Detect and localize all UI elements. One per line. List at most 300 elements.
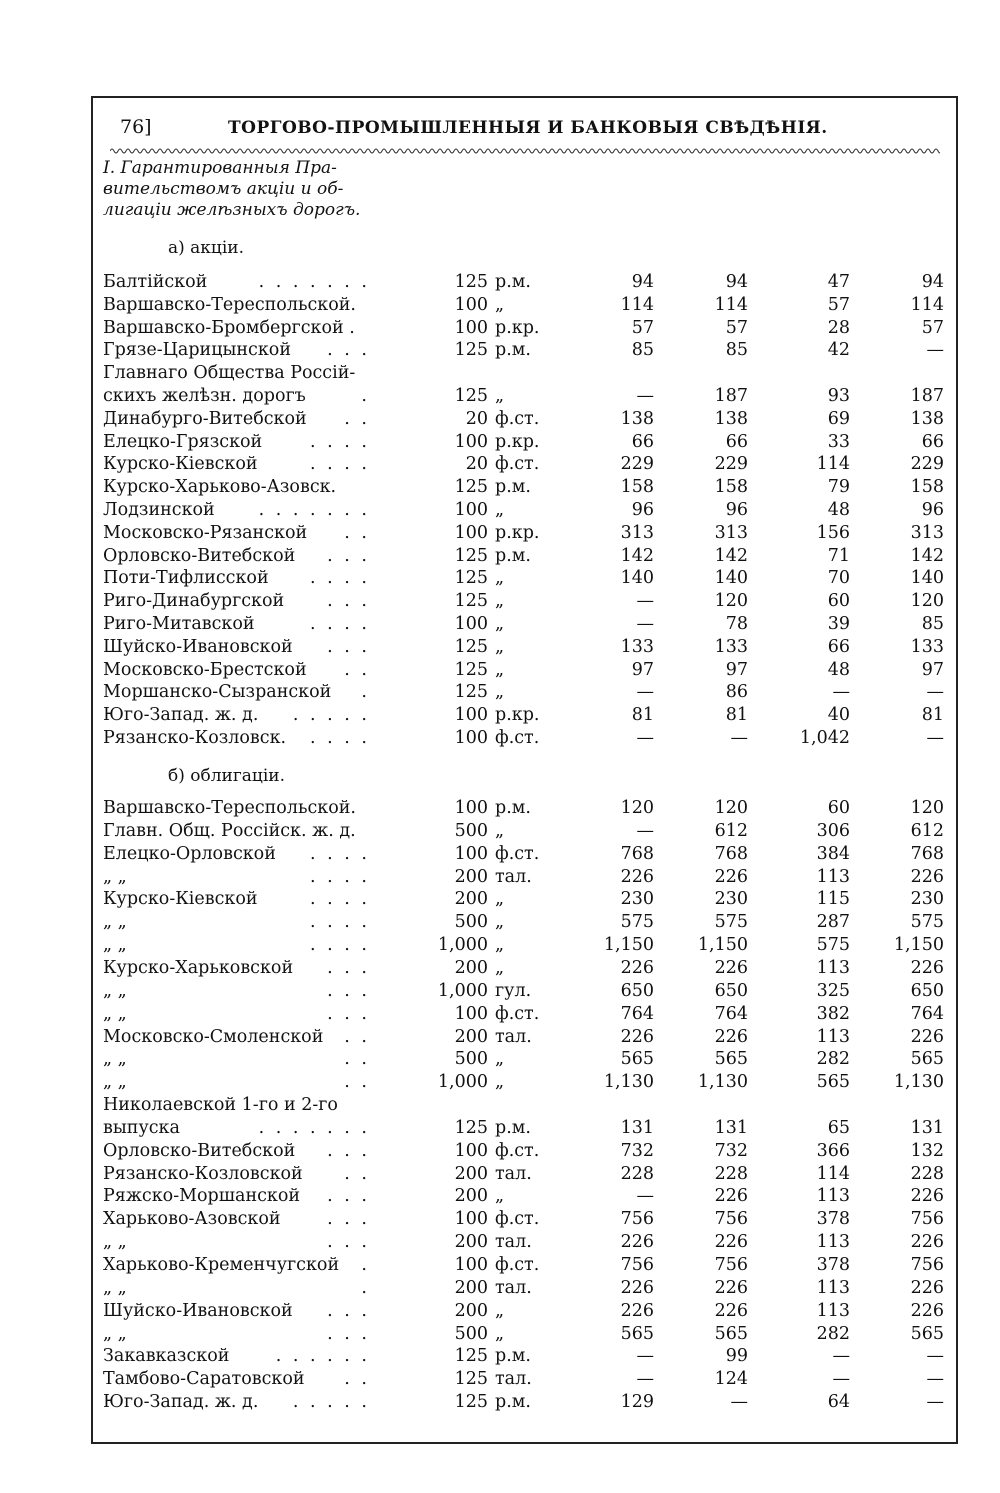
row-nominal: 125 xyxy=(454,272,488,292)
row-value-3: 575 xyxy=(816,935,850,956)
table-row xyxy=(0,1209,1000,1231)
row-value-2: 140 xyxy=(714,568,748,589)
row-nominal: 500 xyxy=(454,820,488,841)
row-name: Шуйско-Ивановской xyxy=(103,1301,297,1321)
row-nominal: 125 xyxy=(454,1117,488,1138)
row-value-2: 226 xyxy=(714,1300,748,1321)
row-value-2: 85 xyxy=(725,340,748,361)
row-value-2: 1,130 xyxy=(697,1072,748,1093)
row-unit: р.кр. xyxy=(495,431,540,452)
table-row xyxy=(0,1186,1000,1208)
row-value-4: 1,150 xyxy=(893,935,944,956)
row-leader-dots: . . . xyxy=(327,340,370,361)
row-value-2: 138 xyxy=(714,408,748,429)
row-value-4: 226 xyxy=(910,1232,944,1253)
row-value-3: — xyxy=(832,1369,850,1390)
row-value-4: 226 xyxy=(910,1026,944,1047)
table-row xyxy=(0,935,1000,957)
row-name: „ „ xyxy=(103,981,131,1001)
row-value-3: 69 xyxy=(827,408,850,429)
table-row xyxy=(0,1027,1000,1049)
row-value-1: 129 xyxy=(620,1392,654,1413)
row-value-2: 142 xyxy=(714,545,748,566)
row-value-4: 313 xyxy=(910,522,944,543)
row-value-4: 768 xyxy=(910,843,944,864)
row-name: „ „ xyxy=(103,1049,131,1069)
row-value-1: 226 xyxy=(620,1232,654,1253)
row-unit: „ xyxy=(495,1072,505,1093)
row-value-4: 226 xyxy=(910,1277,944,1298)
row-value-2: 612 xyxy=(714,820,748,841)
row-value-3: 64 xyxy=(827,1392,850,1413)
table-row xyxy=(0,912,1000,934)
row-value-1: 756 xyxy=(620,1255,654,1275)
row-unit: ф.ст. xyxy=(495,843,540,864)
row-name: Харьково-Азовской xyxy=(103,1209,285,1229)
row-unit: тал. xyxy=(495,1232,532,1253)
row-value-3: 79 xyxy=(827,477,850,498)
row-leader-dots: . . xyxy=(344,1163,370,1184)
row-unit: р.м. xyxy=(495,798,531,818)
row-leader-dots: . . xyxy=(344,1049,370,1070)
row-value-4: 565 xyxy=(910,1049,944,1070)
row-value-2: 226 xyxy=(714,1186,748,1207)
row-value-4: — xyxy=(926,1346,944,1367)
row-value-2: 226 xyxy=(714,1026,748,1047)
row-value-4: — xyxy=(926,1369,944,1390)
table-row xyxy=(0,1049,1000,1071)
row-value-4: 756 xyxy=(910,1209,944,1230)
row-name: „ „ xyxy=(103,1232,131,1252)
row-leader-dots: . . . . . . xyxy=(275,1346,370,1367)
row-value-4: 1,130 xyxy=(893,1072,944,1093)
row-value-2: 187 xyxy=(714,386,748,406)
row-value-1: — xyxy=(636,614,654,634)
row-unit: р.м. xyxy=(495,1346,531,1367)
row-value-2: 120 xyxy=(714,591,748,612)
row-value-1: 81 xyxy=(631,705,654,726)
row-value-3: 113 xyxy=(816,1186,850,1207)
row-leader-dots: . xyxy=(361,682,370,703)
row-nominal: 100 xyxy=(454,843,488,864)
row-nominal: 500 xyxy=(454,912,488,933)
row-value-3: 66 xyxy=(827,636,850,657)
row-value-2: 96 xyxy=(725,500,748,520)
row-value-4: 764 xyxy=(910,1003,944,1024)
row-nominal: 200 xyxy=(454,1300,488,1321)
row-unit: р.м. xyxy=(495,340,531,361)
row-leader-dots: . . . . . . . xyxy=(258,272,370,292)
table-row xyxy=(0,340,1000,362)
row-value-4: 138 xyxy=(910,408,944,429)
row-leader-dots: . xyxy=(361,1255,370,1275)
row-value-2: 565 xyxy=(714,1323,748,1344)
row-unit: „ xyxy=(495,568,505,589)
row-nominal: 100 xyxy=(454,1140,488,1161)
row-value-1: — xyxy=(636,386,654,406)
row-nominal: 125 xyxy=(454,682,488,703)
row-value-1: — xyxy=(636,1346,654,1367)
table-row xyxy=(0,1095,1000,1117)
row-value-1: 1,150 xyxy=(603,935,654,956)
row-value-1: 650 xyxy=(620,980,654,1001)
row-value-2: 97 xyxy=(725,659,748,680)
row-nominal: 20 xyxy=(465,454,488,475)
row-name: Харьково-Кременчугской xyxy=(103,1255,343,1275)
row-value-4: 131 xyxy=(910,1117,944,1138)
row-name: Закавказской xyxy=(103,1346,233,1366)
table-row xyxy=(0,614,1000,636)
table-row xyxy=(0,1324,1000,1346)
row-value-3: 114 xyxy=(816,454,850,475)
table-row xyxy=(0,1278,1000,1300)
table-row xyxy=(0,981,1000,1003)
section-title xyxy=(103,158,393,221)
row-value-4: 565 xyxy=(910,1323,944,1344)
row-unit: ф.ст. xyxy=(495,454,540,475)
row-nominal: 200 xyxy=(454,1186,488,1207)
row-value-4: 85 xyxy=(921,614,944,634)
row-name: Московско-Брестской xyxy=(103,660,311,680)
row-value-3: 48 xyxy=(827,659,850,680)
row-value-1: — xyxy=(636,820,654,841)
row-value-4: 120 xyxy=(910,798,944,818)
row-nominal: 100 xyxy=(454,614,488,634)
table-row xyxy=(0,1072,1000,1094)
row-leader-dots: . . . . . xyxy=(292,705,370,726)
row-value-3: 113 xyxy=(816,1277,850,1298)
row-nominal: 100 xyxy=(454,728,488,748)
row-value-3: 156 xyxy=(816,522,850,543)
row-name: Курско-Харьковской xyxy=(103,958,297,978)
row-value-4: 158 xyxy=(910,477,944,498)
row-value-4: 81 xyxy=(921,705,944,726)
row-nominal: 100 xyxy=(454,1255,488,1275)
row-name: Варшавско-Бромбергской . xyxy=(103,318,359,338)
row-value-2: 764 xyxy=(714,1003,748,1024)
row-name: Тамбово-Саратовской xyxy=(103,1369,309,1389)
row-value-4: 575 xyxy=(910,912,944,933)
table-row xyxy=(0,568,1000,590)
row-value-4: 226 xyxy=(910,957,944,978)
row-leader-dots: . . . xyxy=(327,1232,370,1253)
row-name: Главнаго Общества Россій- xyxy=(103,363,359,383)
row-unit: „ xyxy=(495,912,505,933)
row-value-2: 565 xyxy=(714,1049,748,1070)
row-leader-dots: . . . . xyxy=(310,889,370,910)
row-leader-dots: . . xyxy=(344,1026,370,1047)
row-nominal: 200 xyxy=(454,1026,488,1047)
row-leader-dots: . . . xyxy=(327,957,370,978)
row-leader-dots: . . . xyxy=(327,1186,370,1207)
row-leader-dots: . xyxy=(361,386,370,406)
row-value-2: 313 xyxy=(714,522,748,543)
row-value-4: 133 xyxy=(910,636,944,657)
row-value-1: 131 xyxy=(620,1117,654,1138)
row-value-3: 33 xyxy=(827,431,850,452)
row-unit: „ xyxy=(495,614,505,634)
row-leader-dots: . . . . xyxy=(310,454,370,475)
table-row xyxy=(0,1118,1000,1140)
row-value-1: 138 xyxy=(620,408,654,429)
row-value-2: 66 xyxy=(725,431,748,452)
row-nominal: 1,000 xyxy=(437,935,488,956)
row-leader-dots: . . . . xyxy=(310,728,370,748)
row-value-2: 228 xyxy=(714,1163,748,1184)
row-value-4: 226 xyxy=(910,866,944,887)
row-value-4: 756 xyxy=(910,1255,944,1275)
row-leader-dots: . . . . xyxy=(310,935,370,956)
row-name: „ „ xyxy=(103,1324,131,1344)
row-value-2: 114 xyxy=(714,294,748,315)
row-name: скихъ желѣзн. дорогъ xyxy=(103,386,310,406)
row-value-2: 131 xyxy=(714,1117,748,1138)
row-nominal: 125 xyxy=(454,636,488,657)
row-value-3: 113 xyxy=(816,1026,850,1047)
row-name: Курско-Кіевской xyxy=(103,889,262,909)
row-value-1: 1,130 xyxy=(603,1072,654,1093)
row-value-4: 229 xyxy=(910,454,944,475)
row-name: „ „ xyxy=(103,867,131,887)
row-value-2: — xyxy=(730,728,748,748)
row-leader-dots: . . . xyxy=(327,1003,370,1024)
row-nominal: 200 xyxy=(454,957,488,978)
wavy-rule xyxy=(110,146,940,156)
row-value-4: 57 xyxy=(921,317,944,338)
row-value-2: 756 xyxy=(714,1255,748,1275)
row-value-1: 97 xyxy=(631,659,654,680)
table-row xyxy=(0,363,1000,385)
row-name: Юго-Запад. ж. д. xyxy=(103,1392,262,1412)
row-name: Ряжско-Моршанской xyxy=(103,1186,304,1206)
row-unit: р.м. xyxy=(495,1117,531,1138)
table-row xyxy=(0,432,1000,454)
row-value-3: 565 xyxy=(816,1072,850,1093)
row-leader-dots: . . xyxy=(344,1072,370,1093)
row-value-3: 384 xyxy=(816,843,850,864)
row-value-3: — xyxy=(832,1346,850,1367)
row-value-3: 287 xyxy=(816,912,850,933)
row-value-1: 57 xyxy=(631,317,654,338)
row-unit: р.м. xyxy=(495,545,531,566)
row-name: Варшавско-Тереспольской. xyxy=(103,798,360,818)
row-value-3: 325 xyxy=(816,980,850,1001)
row-value-4: 142 xyxy=(910,545,944,566)
row-name: Грязе-Царицынской xyxy=(103,340,295,360)
row-value-1: 764 xyxy=(620,1003,654,1024)
row-nominal: 100 xyxy=(454,500,488,520)
row-value-3: 113 xyxy=(816,1300,850,1321)
row-unit: „ xyxy=(495,682,505,703)
running-title: ТОРГОВО-ПРОМЫШЛЕННЫЯ И БАНКОВЫЯ СВѢДѢНІЯ. xyxy=(228,118,828,138)
row-unit: „ xyxy=(495,500,505,520)
row-value-3: 1,042 xyxy=(799,728,850,748)
table-row xyxy=(0,546,1000,568)
row-name: Шуйско-Ивановской xyxy=(103,637,297,657)
row-nominal: 100 xyxy=(454,798,488,818)
row-value-2: 226 xyxy=(714,1277,748,1298)
row-value-3: 42 xyxy=(827,340,850,361)
row-nominal: 1,000 xyxy=(437,980,488,1001)
row-nominal: 125 xyxy=(454,1369,488,1390)
table-row xyxy=(0,798,1000,820)
table-row xyxy=(0,272,1000,294)
table-row xyxy=(0,295,1000,317)
row-nominal: 100 xyxy=(454,431,488,452)
row-value-3: 60 xyxy=(827,798,850,818)
row-value-1: 226 xyxy=(620,1026,654,1047)
table-row xyxy=(0,728,1000,750)
row-value-4: — xyxy=(926,728,944,748)
row-leader-dots: . . . . . . . xyxy=(258,500,370,520)
table-row xyxy=(0,958,1000,980)
row-name: Орловско-Витебской xyxy=(103,1141,299,1161)
row-value-2: 86 xyxy=(725,682,748,703)
table-row xyxy=(0,821,1000,843)
row-name: Моршанско-Сызранской xyxy=(103,682,335,702)
row-value-2: 230 xyxy=(714,889,748,910)
table-row xyxy=(0,637,1000,659)
row-value-1: 226 xyxy=(620,1300,654,1321)
row-unit: „ xyxy=(495,294,505,315)
row-value-2: 78 xyxy=(725,614,748,634)
row-nominal: 200 xyxy=(454,1277,488,1298)
row-nominal: 125 xyxy=(454,659,488,680)
row-name: Юго-Запад. ж. д. xyxy=(103,705,262,725)
row-name: Рязанско-Козловск. xyxy=(103,728,290,748)
row-value-2: 756 xyxy=(714,1209,748,1230)
table-row xyxy=(0,1392,1000,1414)
table-row xyxy=(0,660,1000,682)
row-value-1: 133 xyxy=(620,636,654,657)
row-unit: р.м. xyxy=(495,272,531,292)
row-value-3: 382 xyxy=(816,1003,850,1024)
row-value-1: 66 xyxy=(631,431,654,452)
row-unit: „ xyxy=(495,1300,505,1321)
row-value-1: 94 xyxy=(631,272,654,292)
row-value-4: — xyxy=(926,1392,944,1413)
row-value-3: 113 xyxy=(816,866,850,887)
section-title-line: I. Гарантированныя Пра- xyxy=(103,158,337,178)
row-value-3: 282 xyxy=(816,1049,850,1070)
row-nominal: 125 xyxy=(454,545,488,566)
row-value-1: 756 xyxy=(620,1209,654,1230)
row-unit: р.м. xyxy=(495,1392,531,1413)
row-value-1: 313 xyxy=(620,522,654,543)
row-name: Московско-Рязанской xyxy=(103,523,311,543)
row-value-4: 66 xyxy=(921,431,944,452)
row-nominal: 100 xyxy=(454,1003,488,1024)
row-leader-dots: . . xyxy=(344,1369,370,1390)
row-value-1: — xyxy=(636,728,654,748)
row-nominal: 200 xyxy=(454,1232,488,1253)
page-number: 76] xyxy=(120,116,152,138)
row-leader-dots: . . xyxy=(344,408,370,429)
row-value-3: 70 xyxy=(827,568,850,589)
row-unit: „ xyxy=(495,1186,505,1207)
row-nominal: 125 xyxy=(454,340,488,361)
row-name: „ „ xyxy=(103,1072,131,1092)
row-value-4: 226 xyxy=(910,1186,944,1207)
row-value-2: 57 xyxy=(725,317,748,338)
row-value-2: 768 xyxy=(714,843,748,864)
row-name: „ „ xyxy=(103,1004,131,1024)
row-value-1: 226 xyxy=(620,1277,654,1298)
row-unit: ф.ст. xyxy=(495,1255,540,1275)
row-name: „ „ xyxy=(103,912,131,932)
row-value-3: — xyxy=(832,682,850,703)
table-row xyxy=(0,1004,1000,1026)
row-unit: ф.ст. xyxy=(495,728,540,748)
row-leader-dots: . . . xyxy=(327,545,370,566)
row-nominal: 200 xyxy=(454,889,488,910)
row-nominal: 500 xyxy=(454,1049,488,1070)
table-row xyxy=(0,454,1000,476)
row-name: Лодзинской xyxy=(103,500,219,520)
table-row xyxy=(0,523,1000,545)
row-value-4: 96 xyxy=(921,500,944,520)
row-value-1: 732 xyxy=(620,1140,654,1161)
row-leader-dots: . . . . xyxy=(310,568,370,589)
row-value-3: 378 xyxy=(816,1255,850,1275)
row-name: Елецко-Грязской xyxy=(103,432,266,452)
row-value-4: 612 xyxy=(910,820,944,841)
row-nominal: 200 xyxy=(454,1163,488,1184)
row-name: Орловско-Витебской xyxy=(103,546,299,566)
row-unit: „ xyxy=(495,1049,505,1070)
row-value-2: 226 xyxy=(714,866,748,887)
row-unit: ф.ст. xyxy=(495,1003,540,1024)
row-value-2: 133 xyxy=(714,636,748,657)
row-value-1: 230 xyxy=(620,889,654,910)
row-value-4: — xyxy=(926,682,944,703)
row-unit: тал. xyxy=(495,1277,532,1298)
row-value-4: 114 xyxy=(910,294,944,315)
row-value-4: 187 xyxy=(910,386,944,406)
table-row xyxy=(0,844,1000,866)
row-leader-dots: . . xyxy=(344,659,370,680)
shares-heading: а) акціи. xyxy=(168,238,245,258)
row-unit: „ xyxy=(495,889,505,910)
row-value-3: 93 xyxy=(827,386,850,406)
row-value-1: 96 xyxy=(631,500,654,520)
row-value-2: 229 xyxy=(714,454,748,475)
row-value-1: 140 xyxy=(620,568,654,589)
row-value-2: 94 xyxy=(725,272,748,292)
row-value-4: 650 xyxy=(910,980,944,1001)
row-value-1: 142 xyxy=(620,545,654,566)
row-value-4: 97 xyxy=(921,659,944,680)
row-nominal: 100 xyxy=(454,294,488,315)
bonds-heading: б) облигаціи. xyxy=(168,766,286,786)
row-value-1: 229 xyxy=(620,454,654,475)
row-value-2: 226 xyxy=(714,1232,748,1253)
row-unit: „ xyxy=(495,957,505,978)
row-value-3: 306 xyxy=(816,820,850,841)
row-unit: „ xyxy=(495,636,505,657)
row-nominal: 100 xyxy=(454,522,488,543)
row-nominal: 100 xyxy=(454,1209,488,1230)
row-unit: р.кр. xyxy=(495,522,540,543)
table-row xyxy=(0,318,1000,340)
row-nominal: 125 xyxy=(454,568,488,589)
row-value-2: 575 xyxy=(714,912,748,933)
row-name: Варшавско-Тереспольской. xyxy=(103,295,360,315)
page-header xyxy=(0,116,1000,144)
row-value-1: 575 xyxy=(620,912,654,933)
row-value-3: 115 xyxy=(816,889,850,910)
row-value-1: — xyxy=(636,682,654,703)
